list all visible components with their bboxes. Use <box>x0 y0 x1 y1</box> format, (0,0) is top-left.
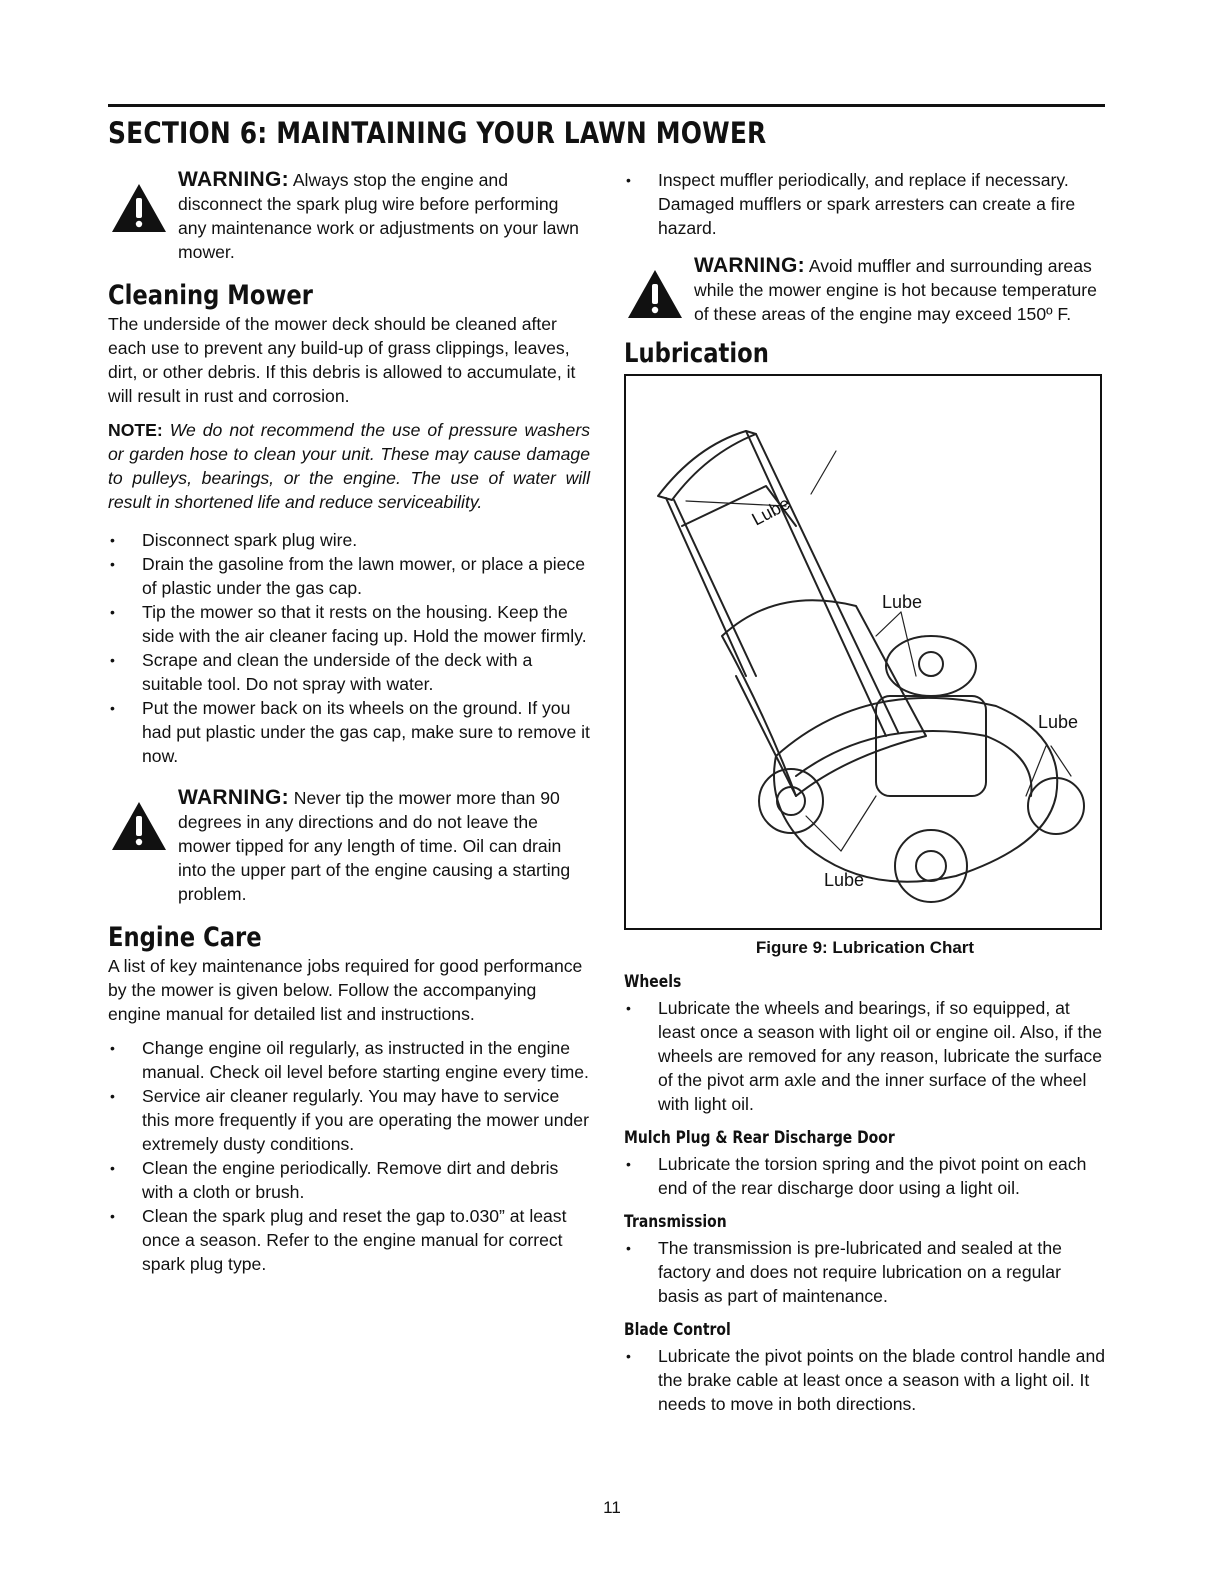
engine-paragraph: A list of key maintenance jobs required for good performance by the mower is given below. Follow the accompanying engine manual for detailed list and instructions. <box>108 956 583 1024</box>
list-item: • Drain the gasoline from the lawn mower, or place a piece of plastic under the gas cap. <box>108 552 590 600</box>
warning-text: Never tip the mower more than 90 degrees in any directions and do not leave the mower tipped for any length of time. Oil can drain into the upper part of the engine causing a starting problem. <box>178 788 571 904</box>
handle-right-rail <box>746 431 886 736</box>
heading-transmission: Transmission <box>624 1212 727 1232</box>
list-item: • Scrape and clean the underside of the deck with a suitable tool. Do not spray with water. <box>108 648 590 696</box>
handle-top <box>658 431 756 500</box>
heading-cleaning-mower: Cleaning Mower <box>108 280 313 311</box>
page-number: 11 <box>603 1498 621 1517</box>
list-item: • Change engine oil regularly, as instructed in the engine manual. Check oil level before starting engine every time. <box>108 1036 590 1084</box>
wheels-list <box>624 996 1106 1116</box>
list-item: • Service air cleaner regularly. You may have to service this more frequently if you are operating the mower under extremely dusty conditions. <box>108 1084 590 1156</box>
list-item: • Put the mower back on its wheels on the ground. If you had put plastic under the gas cap, make sure to remove it now. <box>108 696 590 768</box>
cleaning-steps-list <box>108 528 590 768</box>
lubrication-figure <box>624 374 1102 930</box>
list-item: • The transmission is pre-lubricated and sealed at the factory and does not require lubrication on a regular basis as part of maintenance. <box>624 1236 1106 1308</box>
warning-triangle-icon <box>626 268 684 320</box>
list-item: • Lubricate the wheels and bearings, if so equipped, at least once a season with light oil or engine oil. Also, if the wheels are removed for any reason, lubricate the surface of the pivot arm axle and the inner surface of the wheel with light oil. <box>624 996 1106 1116</box>
heading-wheels: Wheels <box>624 972 682 992</box>
cleaning-paragraph: The underside of the mower deck should be cleaned after each use to prevent any build-up of grass clippings, leaves, dirt, or other debris. If this debris is allowed to accumulate, it will result in rust and corrosion. <box>108 314 576 406</box>
warning-label: WARNING: <box>694 254 805 277</box>
warning-text: Avoid muffler and surrounding areas while the mower engine is hot because temperature of these areas of the engine may exceed 150º F. <box>694 256 1097 324</box>
lube-label: Lube <box>882 592 923 612</box>
engine-top <box>886 636 976 696</box>
list-item: • Clean the engine periodically. Remove dirt and debris with a cloth or brush. <box>108 1156 590 1204</box>
warning-text: Always stop the engine and disconnect the spark plug wire before performing any maintenance work or adjustments on your lawn mower. <box>178 170 579 262</box>
list-item: • Lubricate the torsion spring and the pivot point on each end of the rear discharge door using a light oil. <box>624 1152 1106 1200</box>
list-item: • Disconnect spark plug wire. <box>108 528 590 552</box>
mulch-list <box>624 1152 1106 1200</box>
lube-label: Lube <box>748 493 794 530</box>
warning-label: WARNING: <box>178 786 289 809</box>
list-item: • Clean the spark plug and reset the gap to.030” at least once a season. Refer to the engine manual for correct spark plug type. <box>108 1204 590 1276</box>
lube-label: Lube <box>824 870 865 890</box>
header-rule <box>108 104 1105 107</box>
transmission-list <box>624 1236 1106 1308</box>
heading-blade-control: Blade Control <box>624 1320 731 1340</box>
cleaning-note <box>108 418 590 514</box>
list-item: • Lubricate the pivot points on the blade control handle and the brake cable at least once a season with a light oil. It needs to move in both directions. <box>624 1344 1106 1416</box>
note-label: NOTE: <box>108 420 163 440</box>
heading-lubrication: Lubrication <box>624 338 769 369</box>
warning-label: WARNING: <box>178 168 289 191</box>
list-item: • Tip the mower so that it rests on the housing. Keep the side with the air cleaner facing up. Hold the mower firmly. <box>108 600 590 648</box>
grass-bag <box>722 600 926 796</box>
lube-label: Lube <box>1038 712 1079 732</box>
blade-list <box>624 1344 1106 1416</box>
note-text: We do not recommend the use of pressure washers or garden hose to clean your unit. These may cause damage to pulleys, bearings, or the engine. The use of water will result in shortened life and reduce serviceability. <box>108 420 590 512</box>
list-item: • Inspect muffler periodically, and replace if necessary. Damaged mufflers or spark arresters can create a fire hazard. <box>624 168 1106 240</box>
wheel-front-left <box>895 830 967 902</box>
muffler-list <box>624 168 1106 240</box>
lawn-mower-illustration <box>626 376 1100 928</box>
heading-mulch-plug: Mulch Plug & Rear Discharge Door <box>624 1128 895 1148</box>
figure-caption: Figure 9: Lubrication Chart <box>755 938 975 957</box>
heading-engine-care: Engine Care <box>108 922 262 953</box>
mower-deck <box>774 698 1057 882</box>
left-column <box>108 168 590 1286</box>
warning-maintenance <box>108 168 590 264</box>
engine-tasks-list <box>108 1036 590 1276</box>
warning-muffler <box>624 254 1106 326</box>
warning-tipping <box>108 786 590 906</box>
section-title: SECTION 6: MAINTAINING YOUR LAWN MOWER <box>108 116 767 150</box>
right-column <box>624 168 1106 1426</box>
wheel-front-right <box>1028 778 1084 834</box>
warning-triangle-icon <box>110 182 168 234</box>
warning-triangle-icon <box>110 800 168 852</box>
